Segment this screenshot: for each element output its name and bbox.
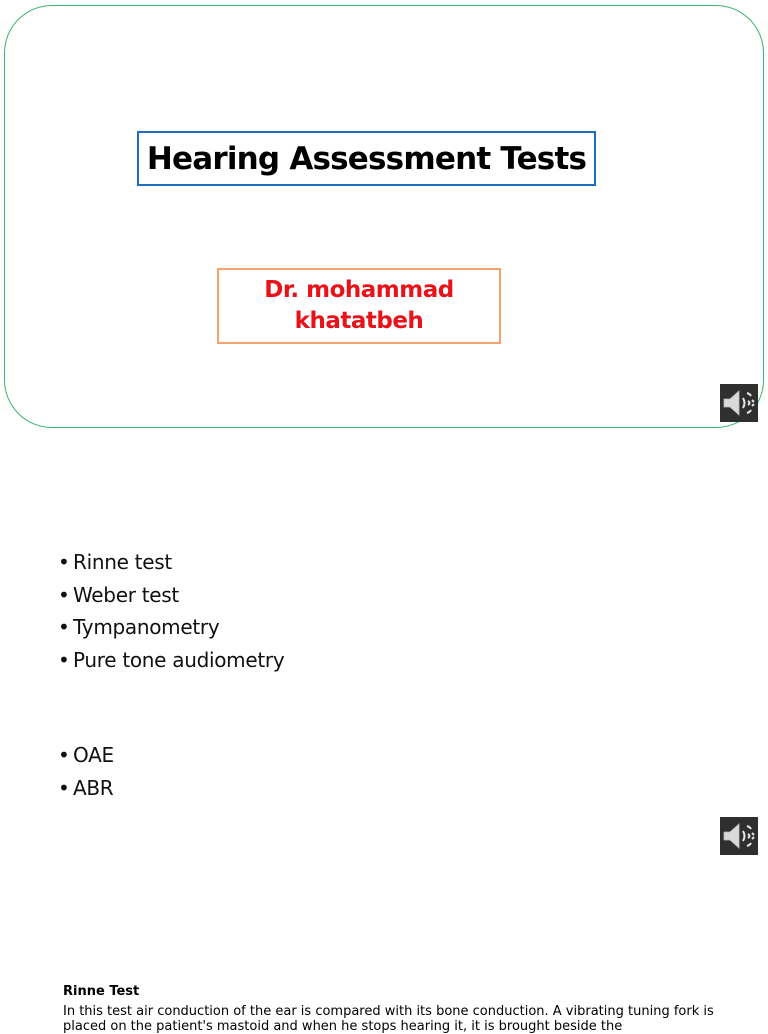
presentation-title: Hearing Assessment Tests: [146, 140, 587, 177]
rinne-test-heading: Rinne Test: [63, 984, 140, 999]
speaker-audio-icon[interactable]: [720, 817, 758, 855]
list-item: • OAE: [58, 739, 114, 772]
list-item: • Weber test: [58, 579, 284, 612]
list-item: • Rinne test: [58, 546, 284, 579]
rinne-test-description: In this test air conduction of the ear is compared with its bone conduction. A vibrating tuning fork is placed on the patient's mastoid and when he stops hearing it, it is brought beside the: [63, 1004, 714, 1034]
title-slide-frame: [4, 5, 764, 428]
speaker-audio-icon[interactable]: [720, 384, 758, 422]
list-item: • Pure tone audiometry: [58, 644, 284, 677]
list-item: • Tympanometry: [58, 611, 284, 644]
author-name-line-2: khatatbeh: [294, 308, 424, 334]
author-box: [217, 268, 501, 344]
list-item: • ABR: [58, 772, 114, 805]
speaker-icon-graphic: [720, 817, 758, 855]
author-name-line-1: Dr. mohammad: [264, 277, 454, 303]
title-box: [137, 131, 596, 186]
test-list-secondary: [58, 739, 114, 804]
test-list-primary: [58, 546, 284, 676]
speaker-icon-graphic: [720, 384, 758, 422]
